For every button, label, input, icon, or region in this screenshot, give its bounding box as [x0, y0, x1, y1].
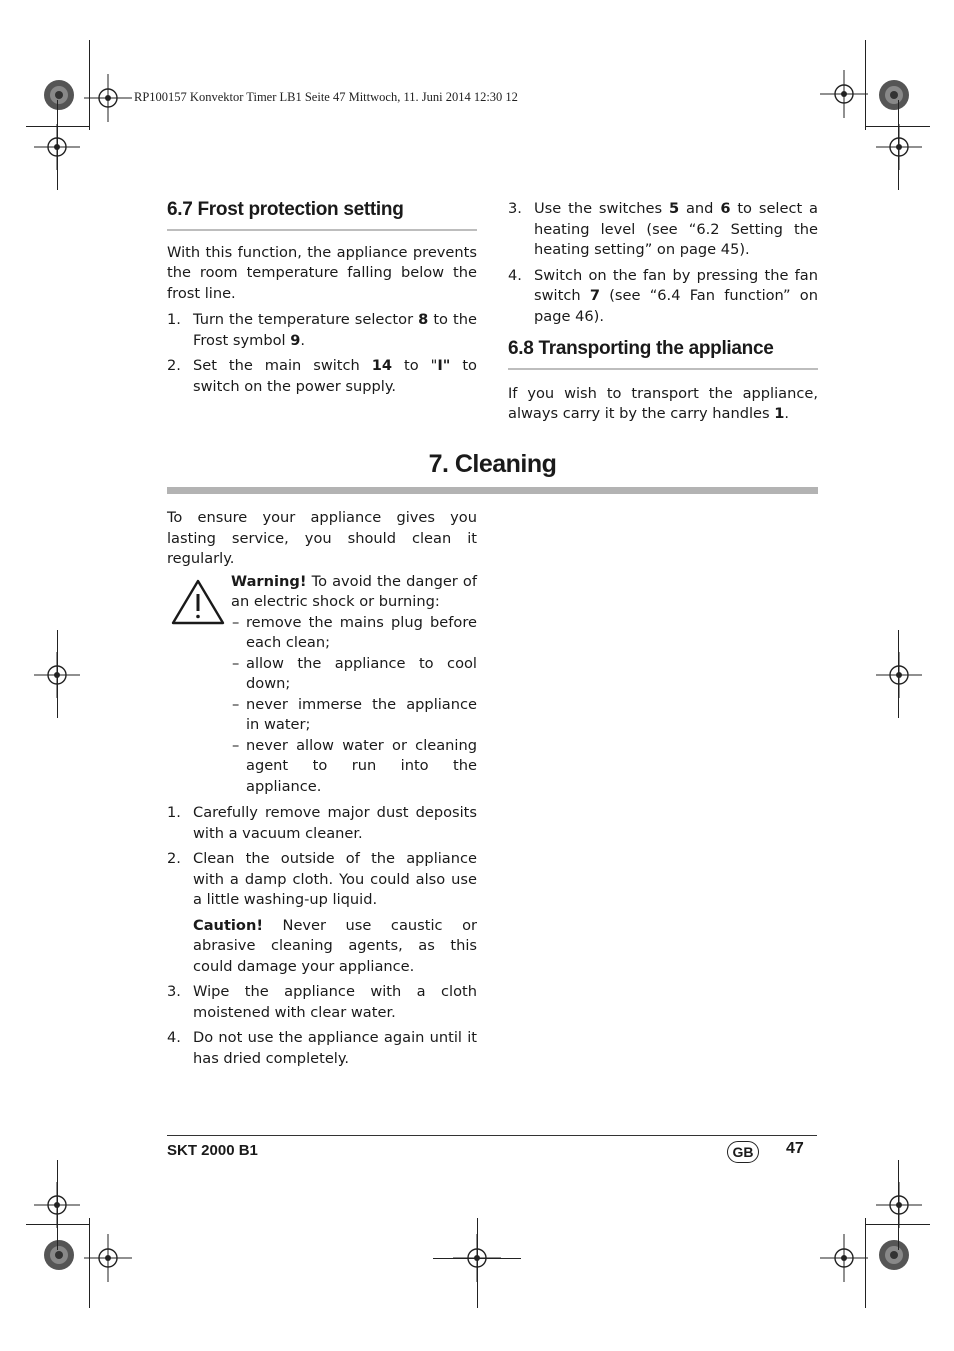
- crop-line: [898, 630, 899, 718]
- list-item: – never immerse the appliance in water;: [232, 695, 477, 733]
- language-badge: GB: [727, 1141, 759, 1163]
- crop-line: [898, 100, 899, 190]
- list-item: 4. Switch on the fan by pressing the fan switch 7 (see “6.4 Fan function” on page 46).: [508, 266, 818, 325]
- list-item: 4. Do not use the appliance again until it has dried completely.: [167, 1029, 477, 1067]
- heading-frost-protection: 6.7 Frost protection setting: [167, 200, 477, 231]
- crop-line: [477, 1218, 478, 1308]
- list-item: 2. Set the main switch 14 to "I" to switch on the power supply.: [167, 357, 477, 395]
- crop-line: [433, 1258, 521, 1259]
- frost-steps-continued: [508, 199, 818, 327]
- crop-line: [866, 1224, 930, 1225]
- cleaning-steps: [167, 803, 477, 1069]
- crosshair-icon: [876, 124, 922, 170]
- warning-text: Warning! To avoid the danger of an electric shock or burning:: [231, 572, 477, 610]
- crosshair-icon: [84, 1234, 132, 1282]
- heading-rule: [167, 487, 818, 494]
- frost-steps: [167, 310, 477, 397]
- list-item: 2. Clean the outside of the appliance with a damp cloth. You could also use a little washing-up liquid. Caution! Never use caustic or abrasive cleaning agents, as this could damage your appliance.: [167, 849, 477, 977]
- list-item: 1. Carefully remove major dust deposits with a vacuum cleaner.: [167, 804, 477, 842]
- color-target-icon: [877, 78, 911, 112]
- crop-line: [89, 40, 90, 130]
- color-target-icon: [42, 1238, 76, 1272]
- list-item: 3. Wipe the appliance with a cloth moistened with clear water.: [167, 983, 477, 1021]
- list-item: 3. Use the switches 5 and 6 to select a heating level (see “6.2 Setting the heating setting” on page 45).: [508, 200, 819, 258]
- footer-rule: [167, 1135, 817, 1136]
- list-item: – remove the mains plug before each clean;: [232, 613, 477, 651]
- list-item: – allow the appliance to cool down;: [232, 654, 477, 692]
- crosshair-icon: [876, 652, 922, 698]
- section-cleaning: [167, 508, 477, 1074]
- list-item: 1. Turn the temperature selector 8 to the Frost symbol 9.: [167, 311, 477, 349]
- crosshair-icon: [820, 1234, 868, 1282]
- crosshair-icon: [84, 74, 132, 122]
- warning-list: [231, 613, 477, 798]
- crop-line: [89, 1218, 90, 1308]
- crop-line: [57, 1160, 58, 1250]
- section-frost-protection: [167, 200, 477, 402]
- crop-line: [865, 40, 866, 130]
- list-item: – never allow water or cleaning agent to run into the appliance.: [232, 736, 477, 795]
- crosshair-icon: [876, 1182, 922, 1228]
- cleaning-intro: To ensure your appliance gives you lasting service, you should clean it regularly.: [167, 509, 477, 567]
- section-frost-protection-continued: [508, 199, 818, 425]
- color-target-icon: [42, 78, 76, 112]
- crop-line: [26, 126, 90, 127]
- color-target-icon: [877, 1238, 911, 1272]
- heading-cleaning: 7. Cleaning: [428, 450, 557, 478]
- warning-triangle-icon: [170, 578, 226, 626]
- crosshair-icon: [820, 70, 868, 118]
- crop-line: [57, 630, 58, 718]
- crop-line: [898, 1160, 899, 1250]
- print-slug: RP100157 Konvektor Timer LB1 Seite 47 Mittwoch, 11. Juni 2014 12:30 12: [134, 90, 518, 104]
- crop-line: [57, 100, 58, 190]
- caution-text: Caution! Never use caustic or abrasive cleaning agents, as this could damage your appliance.: [193, 916, 477, 975]
- footer-model: SKT 2000 B1: [167, 1142, 258, 1159]
- transport-text: If you wish to transport the appliance, always carry it by the carry handles 1.: [508, 384, 818, 422]
- crop-line: [866, 126, 930, 127]
- crop-line: [26, 1224, 90, 1225]
- page-number: 47: [786, 1140, 804, 1157]
- warning-block: [167, 572, 477, 798]
- heading-transporting: 6.8 Transporting the appliance: [508, 339, 818, 370]
- crop-line: [865, 1218, 866, 1308]
- frost-intro: With this function, the appliance prevents the room temperature falling below the frost line.: [167, 243, 477, 302]
